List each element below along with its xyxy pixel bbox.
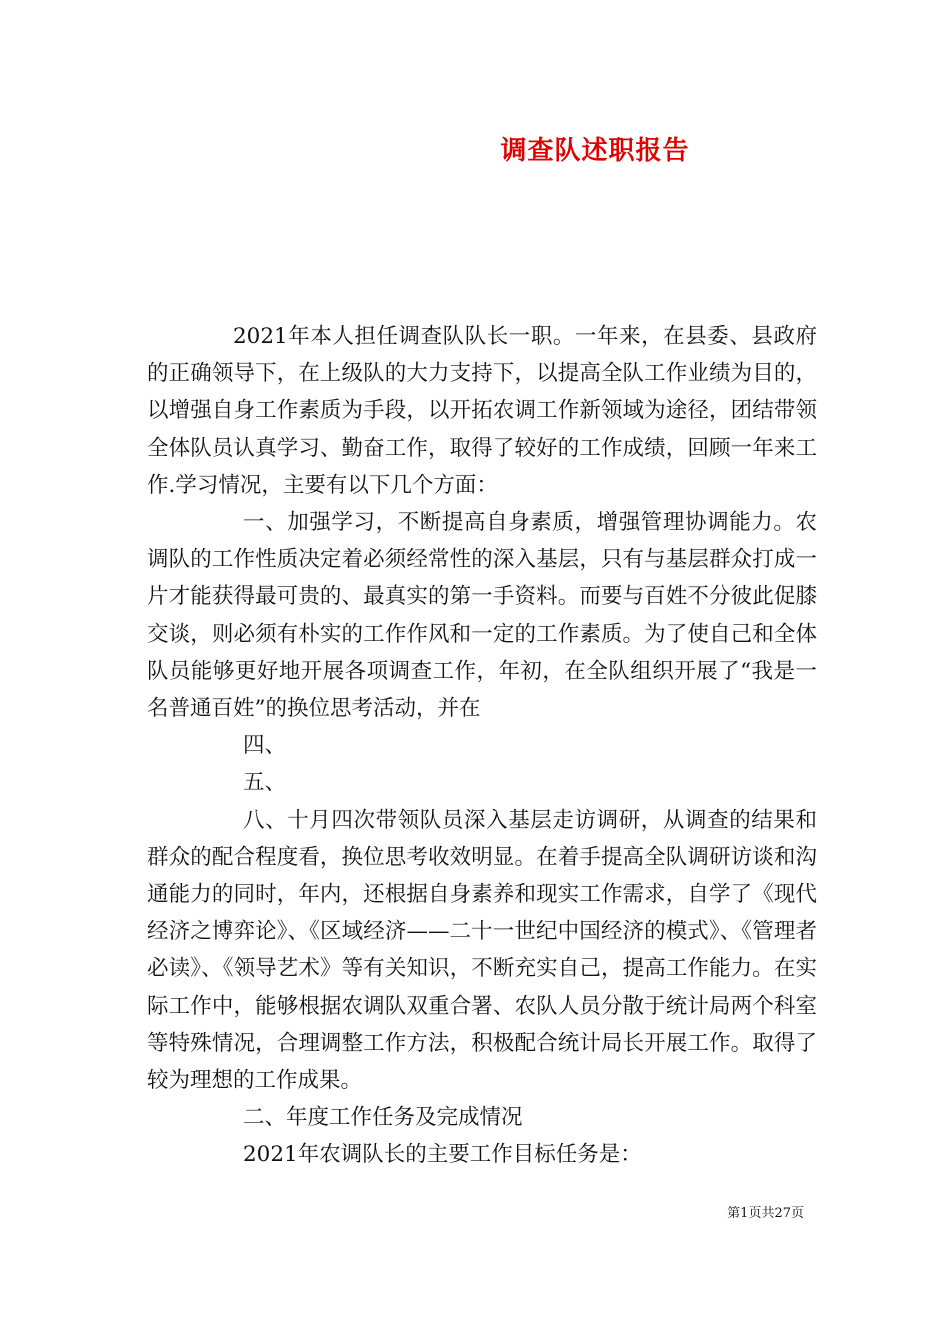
- paragraph-item-5: 五、: [243, 770, 287, 796]
- document-body: [147, 318, 817, 1174]
- paragraph-item-4: 四、: [243, 733, 287, 759]
- page-number: 第1页共27页: [727, 1206, 804, 1221]
- paragraph-section-1: 一、加强学习，不断提高自身素质，增强管理协调能力。农调队的工作性质决定着必须经常性的深入基层，只有与基层群众打成一片才能获得最可贵的、最真实的第一手资料。而要与百姓不分彼此促膝交谈，则必须有朴实的工作作风和一定的工作素质。为了使自己和全体队员能够更好地开展各项调查工作，年初，在全队组织开展了“我是一名普通百姓”的换位思考活动，并在: [147, 510, 817, 722]
- paragraph-intro: 2021年本人担任调查队队长一职。一年来，在县委、县政府的正确领导下，在上级队的大力支持下，以提高全队工作业绩为目的，以增强自身工作素质为手段，以开拓农调工作新领域为途径，团结带领全体队员认真学习、勤奋工作，取得了较好的工作成绩，回顾一年来工作.学习情况，主要有以下几个方面：: [147, 324, 817, 498]
- paragraph-section-2-heading: 二、年度工作任务及完成情况: [243, 1105, 523, 1131]
- document-title: 调查队述职报告: [500, 136, 690, 166]
- paragraph-item-8: 八、十月四次带领队员深入基层走访调研，从调查的结果和群众的配合程度看，换位思考收效明显。在着手提高全队调研访谈和沟通能力的同时，年内，还根据自身素养和现实工作需求，自学了《现代经济之博弈论》、《区域经济——二十一世纪中国经济的模式》、《管理者必读》、《领导艺术》等有关知识，不断充实自己，提高工作能力。在实际工作中，能够根据农调队双重合署、农队人员分散于统计局两个科室等特殊情况，合理调整工作方法，积极配合统计局长开展工作。取得了较为理想的工作成果。: [147, 807, 817, 1094]
- paragraph-section-2-intro: 2021年农调队长的主要工作目标任务是：: [243, 1142, 642, 1168]
